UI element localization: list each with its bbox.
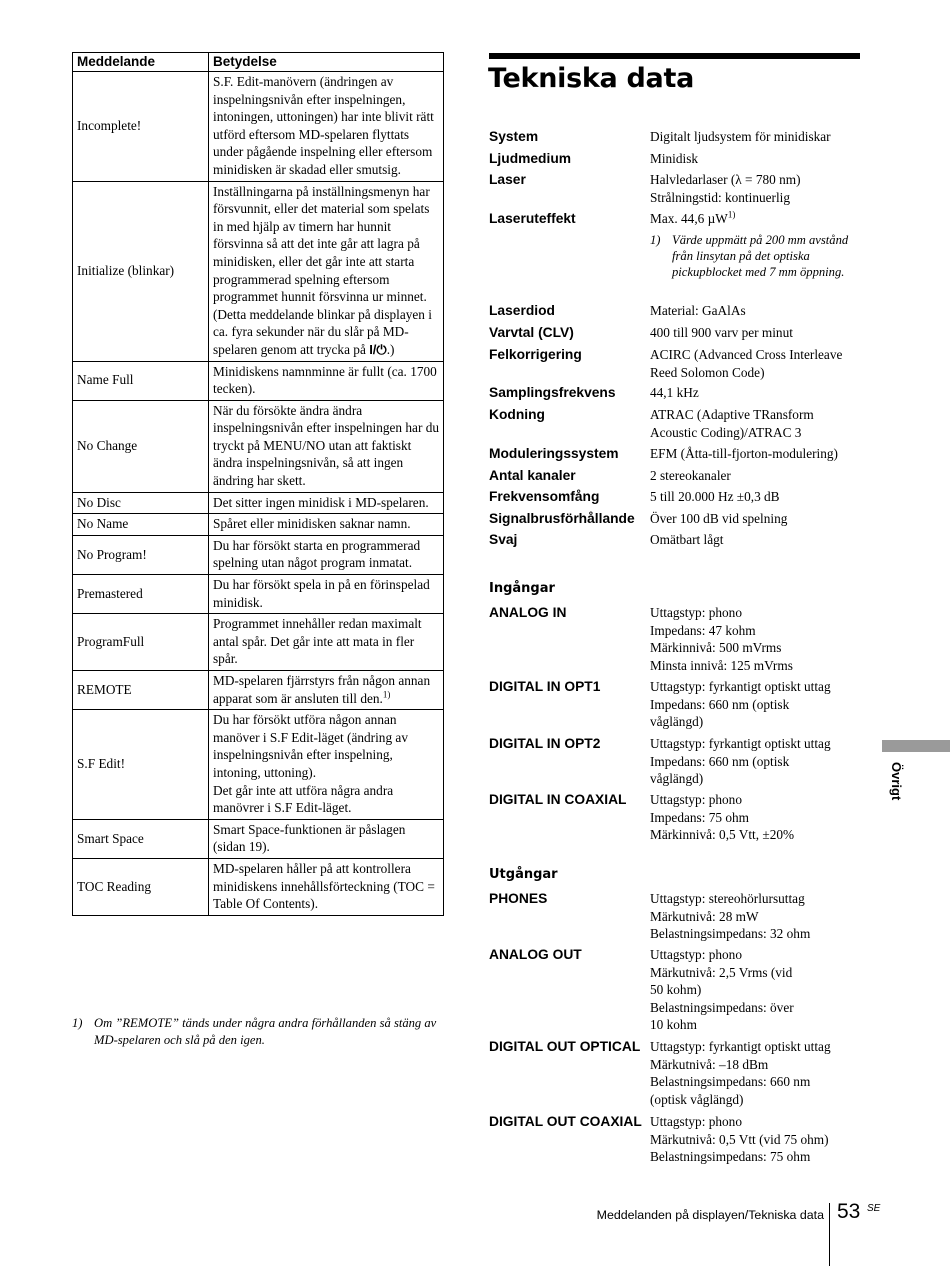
spec-note-text: Värde uppmätt på 200 mm avstånd från linsytan på det optiska pickupblocket med 7 mm öppning. [672, 232, 849, 279]
spec-value-line [650, 1056, 862, 1074]
spec-value-text: Material: GaAlAs [650, 303, 746, 318]
table-row [73, 72, 444, 182]
spec-value [650, 946, 862, 1034]
spec-label: Kodning [489, 407, 545, 422]
spec-value-line [650, 384, 862, 402]
meaning-text: Smart Space-funktionen är påslagen (sidan 19). [213, 821, 406, 855]
title-rule [489, 53, 860, 59]
meaning-cell [209, 492, 444, 514]
spec-value-line [650, 128, 862, 146]
page-language: SE [867, 1203, 881, 1214]
spec-label: DIGITAL IN OPT1 [489, 679, 601, 694]
message-cell: Initialize (blinkar) [73, 181, 209, 361]
spec-value-text: 50 kohm) [650, 982, 702, 997]
meaning-text-end: .) [386, 341, 395, 357]
spec-value-line [650, 604, 862, 622]
spec-value-text: Reed Solomon Code) [650, 364, 765, 380]
table-row [73, 535, 444, 574]
footer-divider [829, 1203, 830, 1266]
spec-value-line [650, 210, 862, 228]
spec-label: Svaj [489, 532, 518, 547]
spec-value-line [650, 1131, 862, 1149]
spec-value-line [650, 791, 862, 809]
spec-value [650, 150, 862, 168]
spec-value-text: Uttagstyp: phono [650, 605, 742, 620]
spec-value-line [650, 890, 862, 908]
meaning-text: Du har försökt spela in på en förinspelad minidisk. [213, 577, 430, 610]
message-cell: Name Full [73, 361, 209, 400]
column-header-message: Meddelande [73, 53, 209, 72]
spec-value-text: Impedans: 660 nm (optisk [650, 753, 790, 769]
spec-value-text: Impedans: 47 kohm [650, 622, 756, 638]
spec-label: DIGITAL IN OPT2 [489, 736, 601, 751]
spec-value-text: Uttagstyp: phono [650, 792, 742, 807]
message-cell: TOC Reading [73, 858, 209, 915]
spec-label: DIGITAL OUT OPTICAL [489, 1039, 641, 1054]
spec-value-text: Märkutnivå: 2,5 Vrms (vid [650, 964, 793, 980]
spec-value-line [650, 1091, 862, 1109]
spec-label: DIGITAL IN COAXIAL [489, 792, 627, 807]
spec-value [650, 324, 862, 342]
spec-value-line [650, 1148, 862, 1166]
spec-value [650, 735, 862, 788]
spec-value-text: Märkutnivå: 0,5 Vtt (vid 75 ohm) [650, 1131, 829, 1147]
spec-value-line [650, 531, 862, 549]
spec-value-line [650, 424, 862, 442]
message-cell: No Disc [73, 492, 209, 514]
meaning-text: MD-spelaren håller på att kontrollera minidiskens innehållsförteckning (TOC = Table Of Contents). [213, 860, 435, 912]
meaning-text: När du försökte ändra ändra inspelningsnivån efter inspelningen har du tryckt på MENU/NO utan att faktiskt ändra inspelningsnivån, så att ingen ändring har skett. [213, 402, 439, 489]
spec-value-text: Impedans: 660 nm (optisk [650, 696, 790, 712]
spec-value-line [650, 678, 862, 696]
meaning-text: Du har försökt utföra någon annan manöver i S.F Edit-läget (ändring av inspelningsnivån efter inspelning, intoning, uttoning). [213, 712, 408, 780]
table-row [73, 819, 444, 858]
table-row [73, 361, 444, 400]
spec-value-line [650, 171, 862, 189]
column-header-meaning: Betydelse [209, 53, 444, 72]
spec-value-text: våglängd) [650, 771, 704, 786]
spec-value-text: (optisk våglängd) [650, 1091, 744, 1107]
side-tab-label [886, 762, 916, 822]
spec-label: ANALOG IN [489, 605, 567, 620]
spec-value-text: Max. 44,6 µW [650, 211, 728, 226]
spec-value-line [650, 826, 862, 844]
spec-value-line [650, 488, 862, 506]
spec-label: DIGITAL OUT COAXIAL [489, 1114, 642, 1129]
side-tab-bar [882, 740, 950, 752]
spec-value-text: 10 kohm [650, 1017, 697, 1032]
spec-value-line [650, 735, 862, 753]
spec-value [650, 604, 862, 674]
spec-note-number: 1) [650, 232, 661, 247]
spec-value [650, 384, 862, 402]
message-cell: ProgramFull [73, 614, 209, 671]
table-footnote [72, 1015, 444, 1048]
spec-label: Varvtal (CLV) [489, 325, 574, 340]
spec-label: Laser [489, 172, 526, 187]
spec-value-text: Märkutnivå: –18 dBm [650, 1056, 769, 1072]
footnote-reference: 1) [382, 689, 391, 700]
spec-value [650, 406, 862, 441]
spec-value-text: ATRAC (Adaptive TRansform [650, 407, 814, 422]
spec-value [650, 791, 862, 844]
meaning-cell [209, 181, 444, 361]
spec-value-text: Uttagstyp: fyrkantigt optiskt uttag [650, 1039, 831, 1054]
spec-value-text: Minsta innivå: 125 mVrms [650, 657, 793, 673]
spec-value [650, 302, 862, 320]
spec-value-text: Belastningsimpedans: 32 ohm [650, 926, 811, 941]
spec-value-line [650, 302, 862, 320]
spec-value [650, 346, 862, 381]
table-row [73, 575, 444, 614]
meaning-cell [209, 671, 444, 710]
footer-title: Meddelanden på displayen/Tekniska data [596, 1208, 824, 1222]
spec-value-line [650, 1073, 862, 1091]
spec-value-text: 5 till 20.000 Hz ±0,3 dB [650, 489, 780, 504]
spec-value-text: Över 100 dB vid spelning [650, 511, 788, 526]
spec-value-text: EFM (Åtta-till-fjorton-modulering) [650, 446, 838, 461]
spec-value-line [650, 406, 862, 424]
meaning-cell [209, 400, 444, 492]
meaning-cell [209, 710, 444, 820]
spec-value-line [650, 696, 862, 714]
message-cell: No Change [73, 400, 209, 492]
spec-label: Felkorrigering [489, 347, 582, 362]
meaning-text-extra: Det går inte att utföra några andra manövrer i S.F Edit-läget. [213, 782, 394, 816]
spec-value-text: Uttagstyp: stereohörlursuttag [650, 891, 805, 906]
meaning-text: S.F. Edit-manövern (ändringen av inspelningsnivån efter inspelningen, intoningen, uttoningen) har inte blivit rätt utförd eftersom MD-spelaren flyttats under pågående inspelning eller eftersom minidisken är skadad eller smutsig. [213, 74, 434, 177]
table-row [73, 492, 444, 514]
spec-value-line [650, 189, 862, 207]
meaning-text: Inställningarna på inställningsmenyn har försvunnit, eller det material som spelats in med hjälp av timern har hunnit försvinna så att det inte går att lagra på minidisken, eller det går inte att starta programmerad spelning eftersom programmet hunnit försvinna ur minnet. [213, 183, 430, 305]
spec-value [650, 1113, 862, 1166]
spec-value-line [650, 467, 862, 485]
page-number: 53 [837, 1200, 861, 1223]
side-tab-text: Övrigt [889, 762, 904, 801]
spec-value-text: Märkinnivå: 0,5 Vtt, ±20% [650, 827, 795, 842]
spec-value [650, 890, 862, 943]
meaning-cell [209, 819, 444, 858]
spec-label: Moduleringssystem [489, 446, 619, 461]
meaning-text-extra: (Detta meddelande blinkar på displayen i ca. fyra sekunder när du slår på MD-spelaren genom att trycka på [213, 306, 432, 357]
spec-label: Ljudmedium [489, 151, 572, 166]
spec-value [650, 510, 862, 528]
spec-value-line [650, 346, 862, 364]
spec-value-text: Acoustic Coding)/ATRAC 3 [650, 424, 802, 440]
spec-label: Frekvensomfång [489, 489, 600, 504]
footnote-number: 1) [72, 1016, 83, 1030]
spec-value-line [650, 639, 862, 657]
spec-value-line [650, 908, 862, 926]
outputs-heading: Utgångar [489, 867, 558, 882]
meaning-text: Programmet innehåller redan maximalt antal spår. Det går inte att mata in fler spår. [213, 616, 422, 667]
spec-value-text: Halvledarlaser (λ = 780 nm) [650, 172, 801, 187]
spec-value [650, 210, 862, 280]
spec-value-text: våglängd) [650, 714, 704, 729]
spec-value [650, 445, 862, 463]
power-button-icon: I/⏻ [369, 341, 387, 357]
page-title: Tekniska data [488, 63, 694, 94]
message-cell: S.F Edit! [73, 710, 209, 820]
spec-value-line [650, 1016, 862, 1034]
spec-value [650, 531, 862, 549]
table-row [73, 614, 444, 671]
spec-label: Antal kanaler [489, 468, 576, 483]
spec-label: Signalbrusförhållande [489, 511, 635, 526]
table-row [73, 514, 444, 536]
spec-value [650, 488, 862, 506]
spec-value-line [650, 946, 862, 964]
spec-value-line [650, 324, 862, 342]
footnote-text: Om ”REMOTE” tänds under några andra förhållanden så stäng av MD-spelaren och slå på den igen. [94, 1016, 437, 1047]
message-cell: Incomplete! [73, 72, 209, 182]
spec-value-text: 44,1 kHz [650, 385, 699, 400]
meaning-text: MD-spelaren fjärrstyrs från någon annan apparat som är ansluten till den. [213, 673, 431, 706]
spec-value-text: Strålningstid: kontinuerlig [650, 189, 790, 205]
spec-value-text: Uttagstyp: fyrkantigt optiskt uttag [650, 679, 831, 694]
table-row [73, 400, 444, 492]
spec-value [650, 1038, 862, 1108]
message-cell: REMOTE [73, 671, 209, 710]
spec-value-text: Belastningsimpedans: över [650, 999, 794, 1015]
spec-value-text: Omätbart lågt [650, 532, 724, 547]
spec-value-line [650, 622, 862, 640]
spec-value-text: Uttagstyp: phono [650, 947, 742, 962]
spec-value-line [650, 770, 862, 788]
spec-value [650, 128, 862, 146]
table-row [73, 858, 444, 915]
spec-label: Laseruteffekt [489, 211, 576, 226]
spec-value [650, 171, 862, 206]
spec-value-text: Uttagstyp: phono [650, 1114, 742, 1129]
spec-value-line [650, 657, 862, 675]
table-row [73, 671, 444, 710]
spec-label: System [489, 129, 539, 144]
spec-value-line [650, 981, 862, 999]
messages-table [72, 52, 444, 916]
spec-value-line [650, 510, 862, 528]
meaning-text: Spåret eller minidisken saknar namn. [213, 516, 411, 532]
spec-value-text: Belastningsimpedans: 75 ohm [650, 1149, 811, 1164]
spec-value [650, 467, 862, 485]
meaning-cell [209, 858, 444, 915]
spec-value-line [650, 1113, 862, 1131]
meaning-text: Det sitter ingen minidisk i MD-spelaren. [213, 494, 429, 510]
spec-value-line [650, 1038, 862, 1056]
message-cell: Premastered [73, 575, 209, 614]
meaning-cell [209, 514, 444, 536]
meaning-text: Minidiskens namnminne är fullt (ca. 1700 tecken). [213, 363, 437, 397]
spec-value-line [650, 999, 862, 1017]
spec-label: Samplingsfrekvens [489, 385, 616, 400]
meaning-cell [209, 575, 444, 614]
inputs-heading: Ingångar [489, 581, 555, 596]
spec-value-line [650, 150, 862, 168]
meaning-text: Du har försökt starta en programmerad spelning utan något program inmatat. [213, 537, 421, 571]
spec-value-line [650, 364, 862, 382]
meaning-cell [209, 72, 444, 182]
spec-value-text: Minidisk [650, 151, 699, 166]
spec-value-text: 400 till 900 varv per minut [650, 325, 793, 340]
spec-value-line [650, 809, 862, 827]
spec-value-text: Märkinnivå: 500 mVrms [650, 640, 782, 655]
spec-label: ANALOG OUT [489, 947, 582, 962]
message-cell: No Program! [73, 535, 209, 574]
spec-value-text: Digitalt ljudsystem för minidiskar [650, 129, 831, 144]
spec-value-text: Uttagstyp: fyrkantigt optiskt uttag [650, 736, 831, 751]
message-cell: No Name [73, 514, 209, 536]
spec-value-text: Belastningsimpedans: 660 nm [650, 1074, 811, 1089]
meaning-cell [209, 535, 444, 574]
spec-value-line [650, 713, 862, 731]
table-row [73, 181, 444, 361]
spec-value-text: ACIRC (Advanced Cross Interleave [650, 347, 843, 362]
spec-value-line [650, 753, 862, 771]
spec-label: Laserdiod [489, 303, 555, 318]
spec-value-text: Märkutnivå: 28 mW [650, 908, 759, 924]
table-row [73, 710, 444, 820]
meaning-cell [209, 614, 444, 671]
spec-value-text: 2 stereokanaler [650, 468, 731, 483]
spec-value-line [650, 964, 862, 982]
spec-label: PHONES [489, 891, 548, 906]
spec-value-line [650, 925, 862, 943]
spec-note [650, 232, 862, 280]
message-cell: Smart Space [73, 819, 209, 858]
spec-value [650, 678, 862, 731]
spec-value-text: Impedans: 75 ohm [650, 809, 749, 825]
spec-value-line [650, 445, 862, 463]
footnote-reference: 1) [727, 209, 736, 220]
meaning-cell [209, 361, 444, 400]
